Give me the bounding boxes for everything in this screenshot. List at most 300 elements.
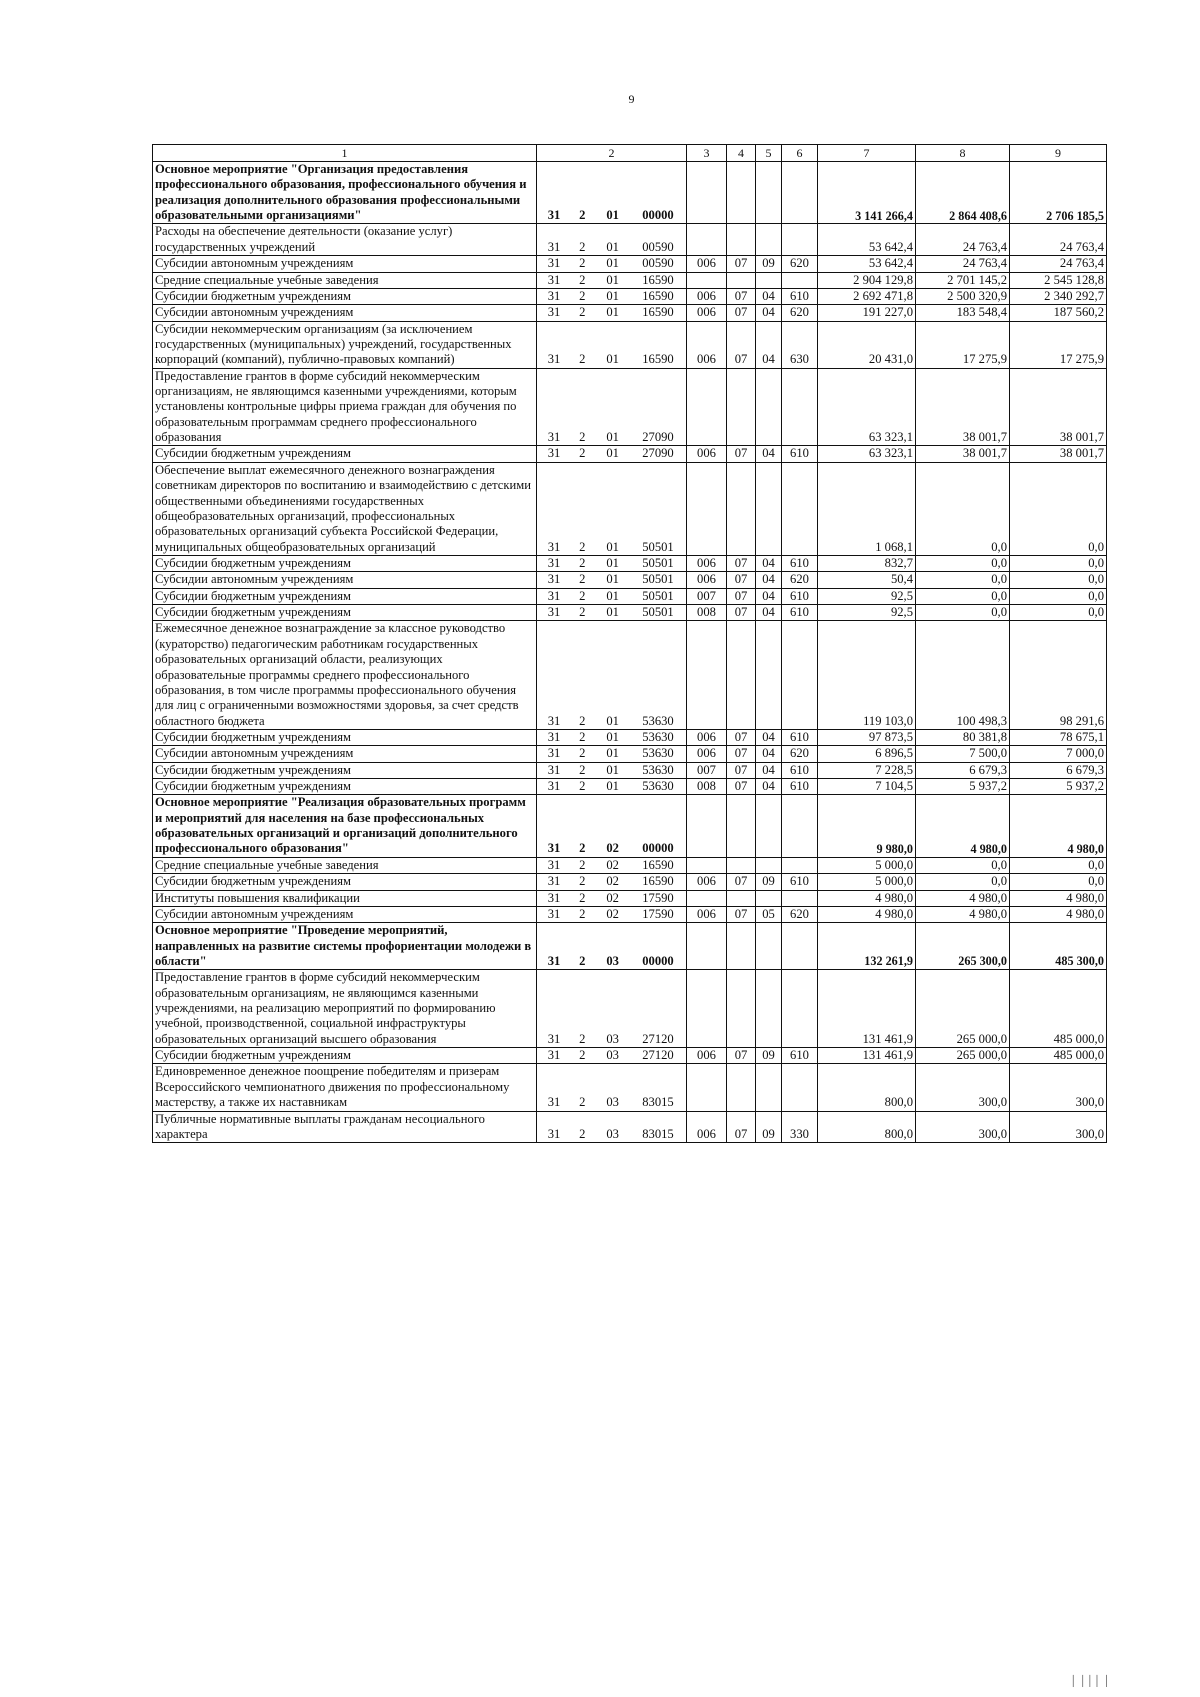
program-code-c3: 03 xyxy=(606,1095,619,1110)
classification-col5: 05 xyxy=(756,906,782,922)
classification-col3 xyxy=(687,795,727,857)
amount-col9: 300,0 xyxy=(1010,1064,1107,1111)
program-code xyxy=(537,1111,687,1143)
program-code-parts xyxy=(539,589,684,604)
program-code-c1: 31 xyxy=(547,572,561,587)
program-code-c1: 31 xyxy=(547,729,561,744)
classification-col3: 006 xyxy=(687,305,727,321)
amount-col9: 2 706 185,5 xyxy=(1010,162,1107,224)
program-code xyxy=(537,305,687,321)
table-row xyxy=(153,462,1107,555)
classification-col5: 09 xyxy=(756,1111,782,1143)
amount-col8: 80 381,8 xyxy=(916,729,1010,745)
classification-col3 xyxy=(687,970,727,1048)
table-row xyxy=(153,446,1107,462)
amount-col8: 24 763,4 xyxy=(916,224,1010,256)
program-code-c3: 01 xyxy=(606,605,619,620)
classification-col6 xyxy=(782,857,818,873)
program-code-c4: 53630 xyxy=(642,746,674,761)
program-code xyxy=(537,605,687,621)
row-description: Субсидии автономным учреждениям xyxy=(153,746,537,762)
row-description: Субсидии бюджетным учреждениям xyxy=(153,555,537,571)
classification-col6: 610 xyxy=(782,588,818,604)
classification-col3: 006 xyxy=(687,906,727,922)
amount-col7: 800,0 xyxy=(818,1111,916,1143)
program-code-parts xyxy=(539,746,684,761)
program-code-c1: 31 xyxy=(547,953,561,968)
table-row xyxy=(153,779,1107,795)
classification-col3: 006 xyxy=(687,1111,727,1143)
program-code-c3: 01 xyxy=(606,272,619,287)
row-description: Субсидии бюджетным учреждениям xyxy=(153,729,537,745)
program-code-c4: 16590 xyxy=(642,857,674,872)
program-code-c1: 31 xyxy=(547,272,561,287)
classification-col6: 610 xyxy=(782,288,818,304)
program-code-c1: 31 xyxy=(547,605,561,620)
amount-col9: 38 001,7 xyxy=(1010,368,1107,446)
amount-col8: 7 500,0 xyxy=(916,746,1010,762)
classification-col3 xyxy=(687,462,727,555)
classification-col5 xyxy=(756,890,782,906)
amount-col7: 9 980,0 xyxy=(818,795,916,857)
program-code-c2: 2 xyxy=(579,779,586,794)
program-code-c2: 2 xyxy=(579,729,586,744)
classification-col4: 07 xyxy=(727,256,756,272)
program-code-c1: 31 xyxy=(547,239,561,254)
amount-col8: 265 300,0 xyxy=(916,923,1010,970)
amount-col8: 0,0 xyxy=(916,857,1010,873)
classification-col6: 610 xyxy=(782,446,818,462)
amount-col7: 832,7 xyxy=(818,555,916,571)
program-code xyxy=(537,572,687,588)
table-row-main-activity xyxy=(153,923,1107,970)
program-code-c2: 2 xyxy=(579,208,586,223)
amount-col7: 131 461,9 xyxy=(818,970,916,1048)
classification-col5: 09 xyxy=(756,256,782,272)
program-code-c3: 03 xyxy=(606,1031,619,1046)
program-code xyxy=(537,795,687,857)
amount-col8: 265 000,0 xyxy=(916,970,1010,1048)
program-code-c4: 27090 xyxy=(642,430,674,445)
program-code xyxy=(537,446,687,462)
row-description: Публичные нормативные выплаты гражданам несоциального характера xyxy=(153,1111,537,1143)
program-code-c3: 01 xyxy=(606,446,619,461)
program-code-c4: 16590 xyxy=(642,288,674,303)
classification-col4 xyxy=(727,795,756,857)
program-code-c3: 02 xyxy=(606,857,619,872)
program-code-c1: 31 xyxy=(547,1031,561,1046)
amount-col9: 24 763,4 xyxy=(1010,224,1107,256)
amount-col8: 0,0 xyxy=(916,555,1010,571)
classification-col6: 620 xyxy=(782,906,818,922)
program-code-c1: 31 xyxy=(547,713,561,728)
row-description: Предоставление грантов в форме субсидий некоммерческим образовательным организациям, не являющимся казенными учреждениями, на реализацию мероприятий по формированию учебной, производственной, социальной инфраструктуры образовательных организаций высшего образования xyxy=(153,970,537,1048)
table-body xyxy=(153,162,1107,1143)
program-code-c3: 01 xyxy=(606,288,619,303)
program-code xyxy=(537,256,687,272)
row-description: Субсидии бюджетным учреждениям xyxy=(153,446,537,462)
program-code-c4: 17590 xyxy=(642,906,674,921)
program-code-c4: 16590 xyxy=(642,272,674,287)
program-code-c2: 2 xyxy=(579,762,586,777)
classification-col3: 006 xyxy=(687,288,727,304)
program-code-c2: 2 xyxy=(579,713,586,728)
program-code-c4: 00590 xyxy=(642,256,674,271)
program-code-c1: 31 xyxy=(547,539,561,554)
program-code-c4: 50501 xyxy=(642,588,674,603)
amount-col9: 0,0 xyxy=(1010,462,1107,555)
row-description: Средние специальные учебные заведения xyxy=(153,857,537,873)
program-code-parts xyxy=(539,841,684,856)
amount-col9: 187 560,2 xyxy=(1010,305,1107,321)
classification-col5 xyxy=(756,272,782,288)
program-code-c4: 00000 xyxy=(642,841,674,856)
classification-col3 xyxy=(687,224,727,256)
amount-col8: 6 679,3 xyxy=(916,762,1010,778)
program-code-parts xyxy=(539,446,684,461)
program-code-c3: 03 xyxy=(606,1048,619,1063)
classification-col4: 07 xyxy=(727,746,756,762)
program-code xyxy=(537,288,687,304)
program-code-c2: 2 xyxy=(579,857,586,872)
program-code-c3: 01 xyxy=(606,746,619,761)
amount-col9: 24 763,4 xyxy=(1010,256,1107,272)
classification-col6: 610 xyxy=(782,1048,818,1064)
program-code xyxy=(537,588,687,604)
classification-col6: 610 xyxy=(782,555,818,571)
classification-col4: 07 xyxy=(727,762,756,778)
classification-col5: 04 xyxy=(756,762,782,778)
table-row xyxy=(153,729,1107,745)
row-description: Субсидии автономным учреждениям xyxy=(153,572,537,588)
program-code xyxy=(537,224,687,256)
row-description: Основное мероприятие "Проведение мероприятий, направленных на развитие системы профориентации молодежи в области" xyxy=(153,923,537,970)
classification-col4 xyxy=(727,923,756,970)
program-code-c3: 01 xyxy=(606,256,619,271)
program-code-c4: 00000 xyxy=(642,208,674,223)
classification-col4: 07 xyxy=(727,305,756,321)
amount-col9: 78 675,1 xyxy=(1010,729,1107,745)
program-code-c4: 50501 xyxy=(642,605,674,620)
classification-col3: 006 xyxy=(687,874,727,890)
table-row xyxy=(153,305,1107,321)
amount-col9: 0,0 xyxy=(1010,874,1107,890)
amount-col7: 53 642,4 xyxy=(818,256,916,272)
header-cell: 7 xyxy=(818,145,916,162)
program-code-parts xyxy=(539,874,684,889)
amount-col8: 183 548,4 xyxy=(916,305,1010,321)
program-code-c4: 27090 xyxy=(642,446,674,461)
classification-col6: 610 xyxy=(782,874,818,890)
classification-col5: 04 xyxy=(756,729,782,745)
amount-col9: 38 001,7 xyxy=(1010,446,1107,462)
program-code xyxy=(537,272,687,288)
row-description: Единовременное денежное поощрение победителям и призерам Всероссийского чемпионатного движения по профессиональному мастерству, а также их наставникам xyxy=(153,1064,537,1111)
amount-col8: 17 275,9 xyxy=(916,321,1010,368)
row-description: Ежемесячное денежное вознаграждение за классное руководство (кураторство) педагогическим работникам государственных образовательных организаций области, реализующих образовательные программы среднего профессионального образования, в том числе программы профессионального обучения для лиц с ограниченными возможностями здоровья, за счет средств областного бюджета xyxy=(153,621,537,730)
classification-col6 xyxy=(782,621,818,730)
program-code-c3: 01 xyxy=(606,430,619,445)
table-row xyxy=(153,272,1107,288)
program-code-c4: 53630 xyxy=(642,762,674,777)
classification-col6 xyxy=(782,462,818,555)
classification-col5 xyxy=(756,970,782,1048)
row-description: Субсидии некоммерческим организациям (за исключением государственных (муниципальных) учреждений, государственных корпораций (компаний), публично-правовых компаний) xyxy=(153,321,537,368)
classification-col6 xyxy=(782,224,818,256)
program-code-c3: 01 xyxy=(606,239,619,254)
amount-col8: 0,0 xyxy=(916,605,1010,621)
amount-col8: 4 980,0 xyxy=(916,890,1010,906)
classification-col4: 07 xyxy=(727,446,756,462)
classification-col3: 007 xyxy=(687,588,727,604)
program-code-c3: 01 xyxy=(606,588,619,603)
program-code-c2: 2 xyxy=(579,446,586,461)
classification-col4 xyxy=(727,890,756,906)
classification-col6 xyxy=(782,890,818,906)
program-code-c3: 01 xyxy=(606,779,619,794)
table-row xyxy=(153,1064,1107,1111)
classification-col5 xyxy=(756,224,782,256)
program-code-c1: 31 xyxy=(547,762,561,777)
amount-col7: 7 104,5 xyxy=(818,779,916,795)
row-description: Субсидии автономным учреждениям xyxy=(153,906,537,922)
amount-col7: 63 323,1 xyxy=(818,368,916,446)
program-code-c2: 2 xyxy=(579,288,586,303)
header-row xyxy=(153,145,1107,162)
classification-col3 xyxy=(687,857,727,873)
program-code-c3: 03 xyxy=(606,953,619,968)
program-code-c1: 31 xyxy=(547,1095,561,1110)
program-code-c3: 02 xyxy=(606,841,619,856)
program-code-c3: 03 xyxy=(606,1126,619,1141)
program-code xyxy=(537,779,687,795)
classification-col5: 09 xyxy=(756,874,782,890)
program-code-c4: 53630 xyxy=(642,729,674,744)
classification-col5: 04 xyxy=(756,779,782,795)
table-row xyxy=(153,321,1107,368)
amount-col7: 50,4 xyxy=(818,572,916,588)
program-code-c2: 2 xyxy=(579,430,586,445)
program-code-parts xyxy=(539,352,684,367)
program-code-parts xyxy=(539,714,684,729)
program-code-c4: 27120 xyxy=(642,1048,674,1063)
amount-col7: 4 980,0 xyxy=(818,890,916,906)
classification-col4 xyxy=(727,368,756,446)
header-cell: 4 xyxy=(727,145,756,162)
program-code-parts xyxy=(539,763,684,778)
classification-col3: 008 xyxy=(687,779,727,795)
classification-col5 xyxy=(756,1064,782,1111)
amount-col8: 300,0 xyxy=(916,1111,1010,1143)
table-row xyxy=(153,746,1107,762)
program-code-c4: 00590 xyxy=(642,239,674,254)
classification-col5: 04 xyxy=(756,572,782,588)
program-code-c3: 01 xyxy=(606,555,619,570)
classification-col3: 006 xyxy=(687,572,727,588)
table-row xyxy=(153,874,1107,890)
classification-col6: 610 xyxy=(782,605,818,621)
amount-col7: 119 103,0 xyxy=(818,621,916,730)
program-code-parts xyxy=(539,430,684,445)
classification-col3: 006 xyxy=(687,729,727,745)
amount-col7: 4 980,0 xyxy=(818,906,916,922)
classification-col3 xyxy=(687,1064,727,1111)
classification-col5 xyxy=(756,162,782,224)
classification-col4 xyxy=(727,970,756,1048)
amount-col9: 485 300,0 xyxy=(1010,923,1107,970)
classification-col4: 07 xyxy=(727,906,756,922)
classification-col6 xyxy=(782,1064,818,1111)
program-code xyxy=(537,923,687,970)
program-code-c1: 31 xyxy=(547,1126,561,1141)
row-description: Субсидии бюджетным учреждениям xyxy=(153,288,537,304)
classification-col5: 04 xyxy=(756,321,782,368)
table-row xyxy=(153,256,1107,272)
header-cell: 3 xyxy=(687,145,727,162)
table-row xyxy=(153,224,1107,256)
classification-col3 xyxy=(687,621,727,730)
classification-col4 xyxy=(727,272,756,288)
classification-col4 xyxy=(727,1064,756,1111)
amount-col7: 1 068,1 xyxy=(818,462,916,555)
program-code-c1: 31 xyxy=(547,555,561,570)
classification-col5 xyxy=(756,621,782,730)
program-code xyxy=(537,162,687,224)
program-code-c4: 50501 xyxy=(642,539,674,554)
classification-col6: 620 xyxy=(782,572,818,588)
program-code-c1: 31 xyxy=(547,779,561,794)
program-code-c4: 16590 xyxy=(642,352,674,367)
classification-col4 xyxy=(727,462,756,555)
program-code-c2: 2 xyxy=(579,1126,586,1141)
classification-col5: 04 xyxy=(756,446,782,462)
table-row xyxy=(153,1048,1107,1064)
program-code-c3: 01 xyxy=(606,572,619,587)
row-description: Субсидии бюджетным учреждениям xyxy=(153,1048,537,1064)
table-row-main-activity xyxy=(153,162,1107,224)
amount-col8: 300,0 xyxy=(916,1064,1010,1111)
header-cell: 8 xyxy=(916,145,1010,162)
table-row xyxy=(153,572,1107,588)
classification-col6 xyxy=(782,923,818,970)
program-code-c2: 2 xyxy=(579,239,586,254)
classification-col5: 04 xyxy=(756,588,782,604)
program-code xyxy=(537,1048,687,1064)
program-code-parts xyxy=(539,572,684,587)
program-code-c1: 31 xyxy=(547,588,561,603)
program-code-c1: 31 xyxy=(547,890,561,905)
classification-col3: 006 xyxy=(687,1048,727,1064)
amount-col7: 53 642,4 xyxy=(818,224,916,256)
row-description: Субсидии бюджетным учреждениям xyxy=(153,762,537,778)
classification-col3: 006 xyxy=(687,321,727,368)
program-code-c4: 53630 xyxy=(642,779,674,794)
program-code-c3: 01 xyxy=(606,208,619,223)
classification-col4 xyxy=(727,621,756,730)
classification-col4: 07 xyxy=(727,555,756,571)
amount-col9: 0,0 xyxy=(1010,588,1107,604)
amount-col7: 131 461,9 xyxy=(818,1048,916,1064)
page-number: 9 xyxy=(628,92,635,106)
program-code xyxy=(537,906,687,922)
classification-col6: 330 xyxy=(782,1111,818,1143)
program-code-c2: 2 xyxy=(579,1095,586,1110)
row-description: Средние специальные учебные заведения xyxy=(153,272,537,288)
row-description: Институты повышения квалификации xyxy=(153,890,537,906)
amount-col7: 5 000,0 xyxy=(818,857,916,873)
amount-col7: 2 692 471,8 xyxy=(818,288,916,304)
program-code-c1: 31 xyxy=(547,352,561,367)
classification-col4: 07 xyxy=(727,605,756,621)
program-code-parts xyxy=(539,1048,684,1063)
amount-col8: 4 980,0 xyxy=(916,906,1010,922)
classification-col5 xyxy=(756,795,782,857)
amount-col9: 2 545 128,8 xyxy=(1010,272,1107,288)
program-code-c3: 01 xyxy=(606,539,619,554)
program-code-parts xyxy=(539,305,684,320)
program-code-c1: 31 xyxy=(547,446,561,461)
row-description: Обеспечение выплат ежемесячного денежного вознаграждения советникам директоров по воспитанию и взаимодействию с детскими общественными объединениями государственных общеобразовательных организаций, профессиональных образовательных организаций субъекта Российской Федерации, муниципальных общеобразовательных организаций xyxy=(153,462,537,555)
classification-col4: 07 xyxy=(727,874,756,890)
table-row xyxy=(153,1111,1107,1143)
classification-col6 xyxy=(782,970,818,1048)
program-code-c1: 31 xyxy=(547,305,561,320)
amount-col9: 7 000,0 xyxy=(1010,746,1107,762)
program-code xyxy=(537,874,687,890)
header-cell: 9 xyxy=(1010,145,1107,162)
row-description: Субсидии бюджетным учреждениям xyxy=(153,874,537,890)
classification-col3 xyxy=(687,890,727,906)
classification-col4: 07 xyxy=(727,1111,756,1143)
program-code-c3: 01 xyxy=(606,762,619,777)
program-code-parts xyxy=(539,1127,684,1142)
table-row xyxy=(153,368,1107,446)
program-code-c2: 2 xyxy=(579,256,586,271)
classification-col6: 630 xyxy=(782,321,818,368)
row-description: Основное мероприятие "Реализация образовательных программ и мероприятий для населения на базе профессиональных образовательных организаций и организаций дополнительного профессионального образования" xyxy=(153,795,537,857)
classification-col5: 09 xyxy=(756,1048,782,1064)
program-code-c2: 2 xyxy=(579,305,586,320)
program-code xyxy=(537,462,687,555)
classification-col4: 07 xyxy=(727,572,756,588)
classification-col6: 610 xyxy=(782,729,818,745)
program-code-c2: 2 xyxy=(579,539,586,554)
amount-col8: 38 001,7 xyxy=(916,446,1010,462)
program-code-parts xyxy=(539,273,684,288)
classification-col6: 620 xyxy=(782,305,818,321)
program-code-c3: 02 xyxy=(606,890,619,905)
amount-col7: 63 323,1 xyxy=(818,446,916,462)
program-code-parts xyxy=(539,556,684,571)
classification-col6 xyxy=(782,368,818,446)
program-code-c2: 2 xyxy=(579,588,586,603)
classification-col6: 610 xyxy=(782,762,818,778)
amount-col9: 17 275,9 xyxy=(1010,321,1107,368)
program-code-c2: 2 xyxy=(579,841,586,856)
program-code-parts xyxy=(539,256,684,271)
amount-col9: 0,0 xyxy=(1010,555,1107,571)
classification-col5 xyxy=(756,462,782,555)
classification-col3 xyxy=(687,923,727,970)
program-code-c1: 31 xyxy=(547,874,561,889)
program-code-c1: 31 xyxy=(547,208,561,223)
amount-col8: 2 701 145,2 xyxy=(916,272,1010,288)
program-code-parts xyxy=(539,605,684,620)
amount-col7: 132 261,9 xyxy=(818,923,916,970)
program-code xyxy=(537,729,687,745)
amount-col8: 0,0 xyxy=(916,874,1010,890)
program-code-c4: 16590 xyxy=(642,874,674,889)
